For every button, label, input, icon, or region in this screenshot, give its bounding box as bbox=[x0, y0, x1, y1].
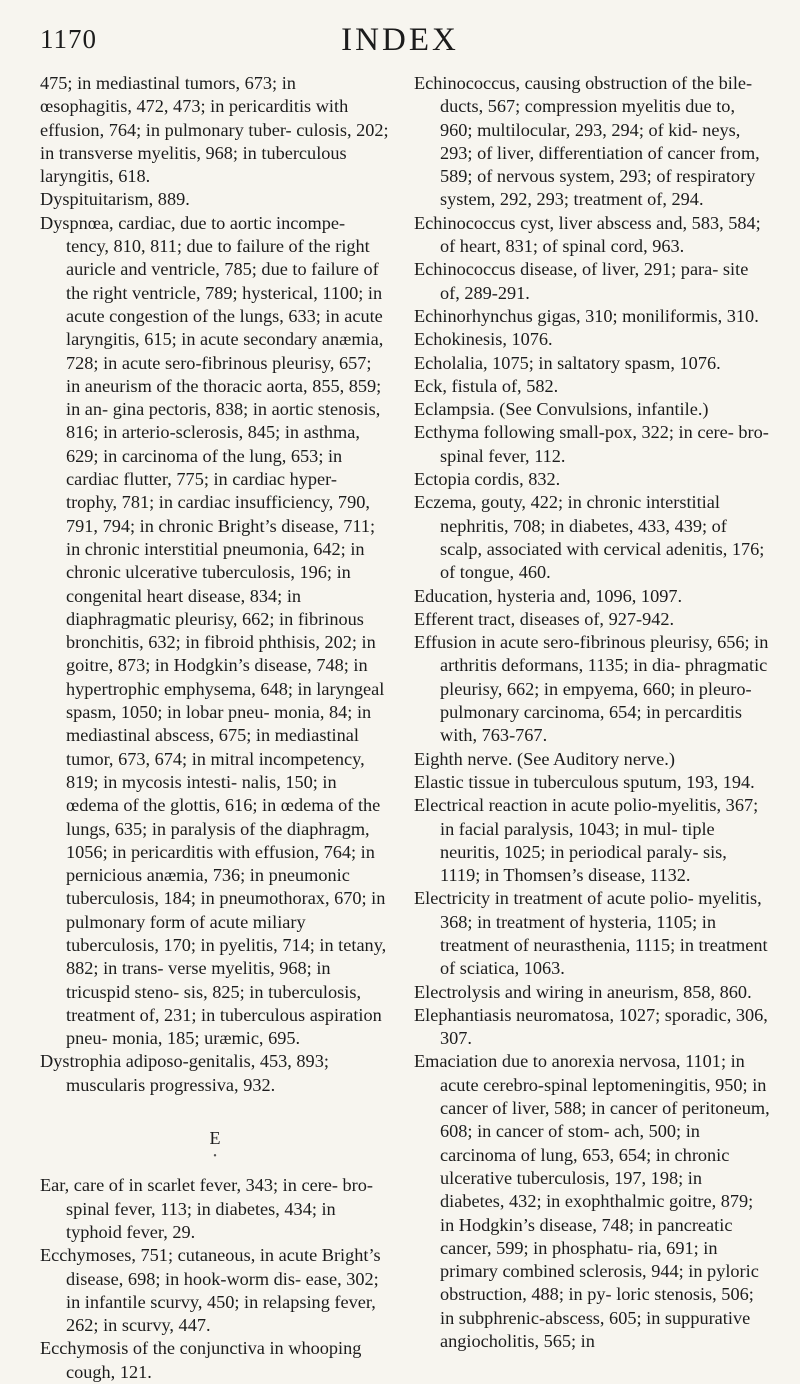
index-entry: Eck, fistula of, 582. bbox=[414, 375, 559, 396]
index-entry: 475; in mediastinal tumors, 673; in œsophagitis, 472, 473; in pericarditis with effusion, 764; in pulmonary tuber- culosis, 202; in transverse myelitis, 968; in tuberculous laryngitis, 618. bbox=[40, 73, 389, 187]
index-entry: Dyspnœa, cardiac, due to aortic incompe- tency, 810, 811; due to failure of the right auricle and ventricle, 785; due to failure of the right ventricle, 789; hysterical, 1100; in acute congestion of the lungs, 633; in acute laryngitis, 615; in acute secondary anæmia, 728; in acute sero-fibrinous pleurisy, 657; in aneurism of the thoracic aorta, 855, 859; in an- gina pectoris, 838; in aortic stenosis, 816; in arterio-sclerosis, 845; in asthma, 629; in carcinoma of the lung, 653; in cardiac flutter, 775; in cardiac hyper- trophy, 781; in cardiac insufficiency, 790, 791, 794; in chronic Bright’s disease, 711; in chronic interstitial pneumonia, 642; in chronic ulcerative tuberculosis, 196; in congenital heart disease, 834; in diaphragmatic pleurisy, 662; in fibrinous bronchitis, 632; in fibroid phthisis, 202; in goitre, 873; in Hodgkin’s disease, 748; in hypertrophic emphysema, 648; in laryngeal spasm, 1050; in lobar pneu- monia, 84; in mediastinal abscess, 675; in mediastinal tumor, 673, 674; in mitral incompetency, 819; in mycosis intesti- nalis, 150; in œdema of the glottis, 616; in œdema of the lungs, 635; in paralysis of the diaphragm, 1056; in pericarditis with effusion, 764; in pernicious anæmia, 736; in pneumonic tuberculosis, 184; in pneumothorax, 670; in pulmonary form of acute miliary tuberculosis, 170; in pyelitis, 714; in tetany, 882; in trans- verse myelitis, 968; in tricuspid steno- sis, 825; in tuberculosis, treatment of, 231; in tuberculous aspiration pneu- monia, 185; uræmic, 695. bbox=[40, 212, 387, 1049]
index-entry: Dyspituitarism, 889. bbox=[40, 189, 190, 210]
index-entry: Echinococcus, causing obstruction of the bile-ducts, 567; compression myelitis due to, 960; multilocular, 293, 294; of kid- neys, 293; of liver, differentiation of cancer from, 589; of nervous system, 293; of respiratory system, 292, 293; treatment of, 294. bbox=[414, 73, 760, 210]
section-gap bbox=[40, 1164, 390, 1174]
index-entry: Effusion in acute sero-fibrinous pleurisy, 656; in arthritis deformans, 1135; in dia- phragmatic pleurisy, 662; in empyema, 660; in pleuro-pulmonary carcinoma, 654; in percarditis with, 763-767. bbox=[414, 632, 769, 746]
index-entry: Ear, care of in scarlet fever, 343; in cere- bro-spinal fever, 113; in diabetes, 434; in typhoid fever, 29. bbox=[40, 1175, 373, 1242]
index-entry: Eczema, gouty, 422; in chronic interstitial nephritis, 708; in diabetes, 433, 439; of scalp, associated with cervical adenitis, 176; of tongue, 460. bbox=[414, 492, 765, 583]
page-number: 1170 bbox=[40, 24, 97, 54]
index-entry: Ecchymoses, 751; cutaneous, in acute Bright’s disease, 698; in hook-worm dis- ease, 302; in infantile scurvy, 450; in relapsing fever, 262; in scurvy, 447. bbox=[40, 1245, 381, 1336]
index-entry: Emaciation due to anorexia nervosa, 1101; in acute cerebro-spinal leptomeningitis, 950; in cancer of liver, 588; in cancer of peritoneum, 608; in cancer of stom- ach, 500; in carcinoma of lung, 653, 654; in chronic ulcerative tuberculosis, 197, 198; in diabetes, 432; in exophthalmic goitre, 879; in Hodgkin’s disease, 748; in pancreatic cancer, 599; in phosphatu- ria, 691; in primary combined sclerosis, 944; in pyloric obstruction, 488; in py- loric stenosis, 506; in subphrenic-abscess, 605; in suppurative angiocholitis, 565; in bbox=[414, 1051, 770, 1352]
index-entry: Echokinesis, 1076. bbox=[414, 329, 553, 350]
section-heading: E bbox=[209, 1128, 221, 1149]
index-entry: Echinorhynchus gigas, 310; moniliformis, 310. bbox=[414, 305, 759, 326]
index-entry: Eclampsia. (See Convulsions, infantile.) bbox=[414, 399, 709, 420]
index-entry: Efferent tract, diseases of, 927-942. bbox=[414, 608, 675, 629]
index-entry: Dystrophia adiposo-genitalis, 453, 893; muscularis progressiva, 932. bbox=[40, 1051, 329, 1095]
left-column bbox=[40, 72, 390, 1384]
index-entry: Elastic tissue in tuberculous sputum, 193, 194. bbox=[414, 771, 755, 792]
index-entry: Echinococcus disease, of liver, 291; para- site of, 289-291. bbox=[414, 259, 749, 303]
index-entry: Echolalia, 1075; in saltatory spasm, 1076. bbox=[414, 352, 721, 373]
index-entry: Echinococcus cyst, liver abscess and, 583, 584; of heart, 831; of spinal cord, 963. bbox=[414, 212, 761, 257]
index-entry: Electrical reaction in acute polio-myelitis, 367; in facial paralysis, 1043; in mul- tiple neuritis, 1025; in periodical paraly- sis, 1119; in Thomsen’s disease, 1132. bbox=[414, 795, 759, 886]
index-entry: Education, hysteria and, 1096, 1097. bbox=[414, 585, 683, 606]
page-header bbox=[0, 22, 800, 62]
index-entry: Ecthyma following small-pox, 322; in cere- bro-spinal fever, 112. bbox=[414, 422, 769, 466]
index-entry: Eighth nerve. (See Auditory nerve.) bbox=[414, 748, 675, 769]
index-entry: Elephantiasis neuromatosa, 1027; sporadic, 306, 307. bbox=[414, 1004, 768, 1049]
section-mark: • bbox=[213, 1151, 217, 1163]
running-title: INDEX bbox=[341, 22, 459, 58]
index-entry: Ectopia cordis, 832. bbox=[414, 469, 561, 490]
index-entry: Electricity in treatment of acute polio- myelitis, 368; in treatment of hysteria, 1105; in treatment of neurasthenia, 1115; in treatment of sciatica, 1063. bbox=[414, 888, 768, 979]
index-entry: Electrolysis and wiring in aneurism, 858, 860. bbox=[414, 981, 752, 1002]
right-column bbox=[414, 72, 770, 1353]
index-entry: Ecchymosis of the conjunctiva in whooping cough, 121. bbox=[40, 1338, 362, 1382]
